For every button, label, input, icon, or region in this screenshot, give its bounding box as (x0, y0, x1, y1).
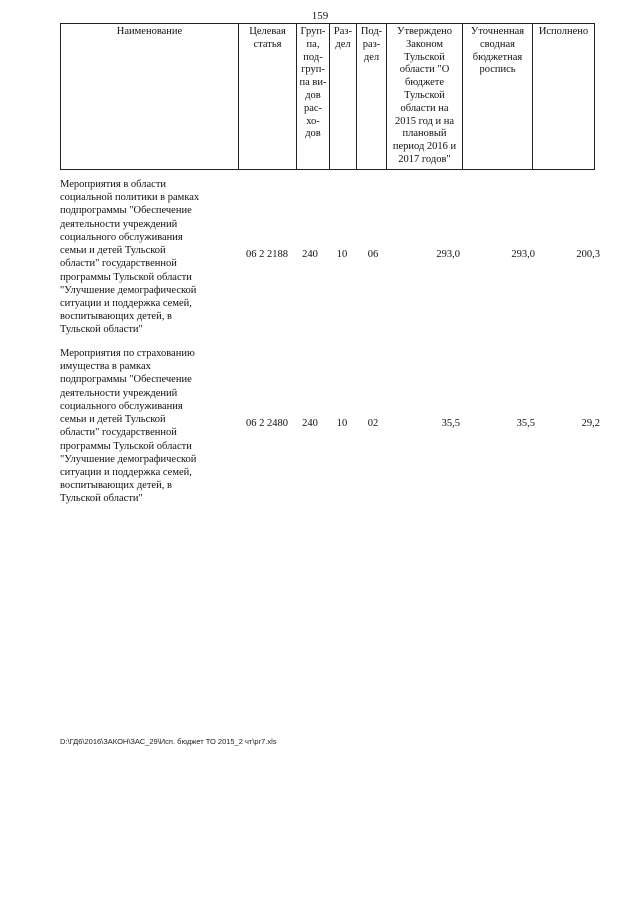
table-row (60, 347, 610, 507)
header-section: Раз- дел (330, 24, 357, 170)
row-name: Мероприятия по страхованию имущества в рамках подпрограммы "Обеспечение деятельности учреждений социального обслуживания семьи и детей Тульской области" государственной программы Тульской области "Улучшение демографической ситуации и поддержка семей, воспитывающих детей, в Тульской области" (60, 348, 197, 505)
header-approved: Утверждено Законом Тульской области "О бюджете Тульской области на 2015 год и на плановый период 2016 и 2017 годов" (387, 24, 463, 170)
footer-file-path: D:\ГД6\2016\ЗАКОН\ЗАС_29\Исп. бюджет ТО 2015_2 чт\pr7.xls (60, 737, 277, 746)
table-row (60, 178, 610, 338)
row-expense-group: 240 (302, 249, 318, 260)
row-section: 10 (336, 249, 348, 260)
header-name: Наименование (61, 24, 239, 170)
row-refined: 35,5 (516, 418, 535, 429)
row-section: 10 (336, 418, 348, 429)
row-approved: 35,5 (441, 418, 460, 429)
row-subsection: 06 (367, 249, 379, 260)
row-target-article: 06 2 2188 (246, 249, 288, 260)
row-executed: 200,3 (576, 249, 600, 260)
row-refined: 293,0 (511, 249, 535, 260)
header-refined: Уточненная сводная бюджетная роспись (463, 24, 533, 170)
row-approved: 293,0 (436, 249, 460, 260)
row-subsection: 02 (367, 418, 379, 429)
header-executed: Исполнено (533, 24, 595, 170)
header-target-article: Целевая статья (239, 24, 297, 170)
header-subsection: Под- раз- дел (357, 24, 387, 170)
header-expense-group: Груп- па, под- груп- па ви- дов рас- хо- дов (297, 24, 330, 170)
page-number: 159 (311, 10, 329, 22)
row-executed: 29,2 (581, 418, 600, 429)
row-name: Мероприятия в области социальной политики в рамках подпрограммы "Обеспечение деятельности учреждений социального обслуживания семьи и детей Тульской области" государственной программы Тульской области "Улучшение демографической ситуации и поддержка семей, воспитывающих детей, в Тульской области" (60, 179, 200, 336)
table-header (60, 23, 595, 170)
row-expense-group: 240 (302, 418, 318, 429)
row-target-article: 06 2 2480 (246, 418, 288, 429)
